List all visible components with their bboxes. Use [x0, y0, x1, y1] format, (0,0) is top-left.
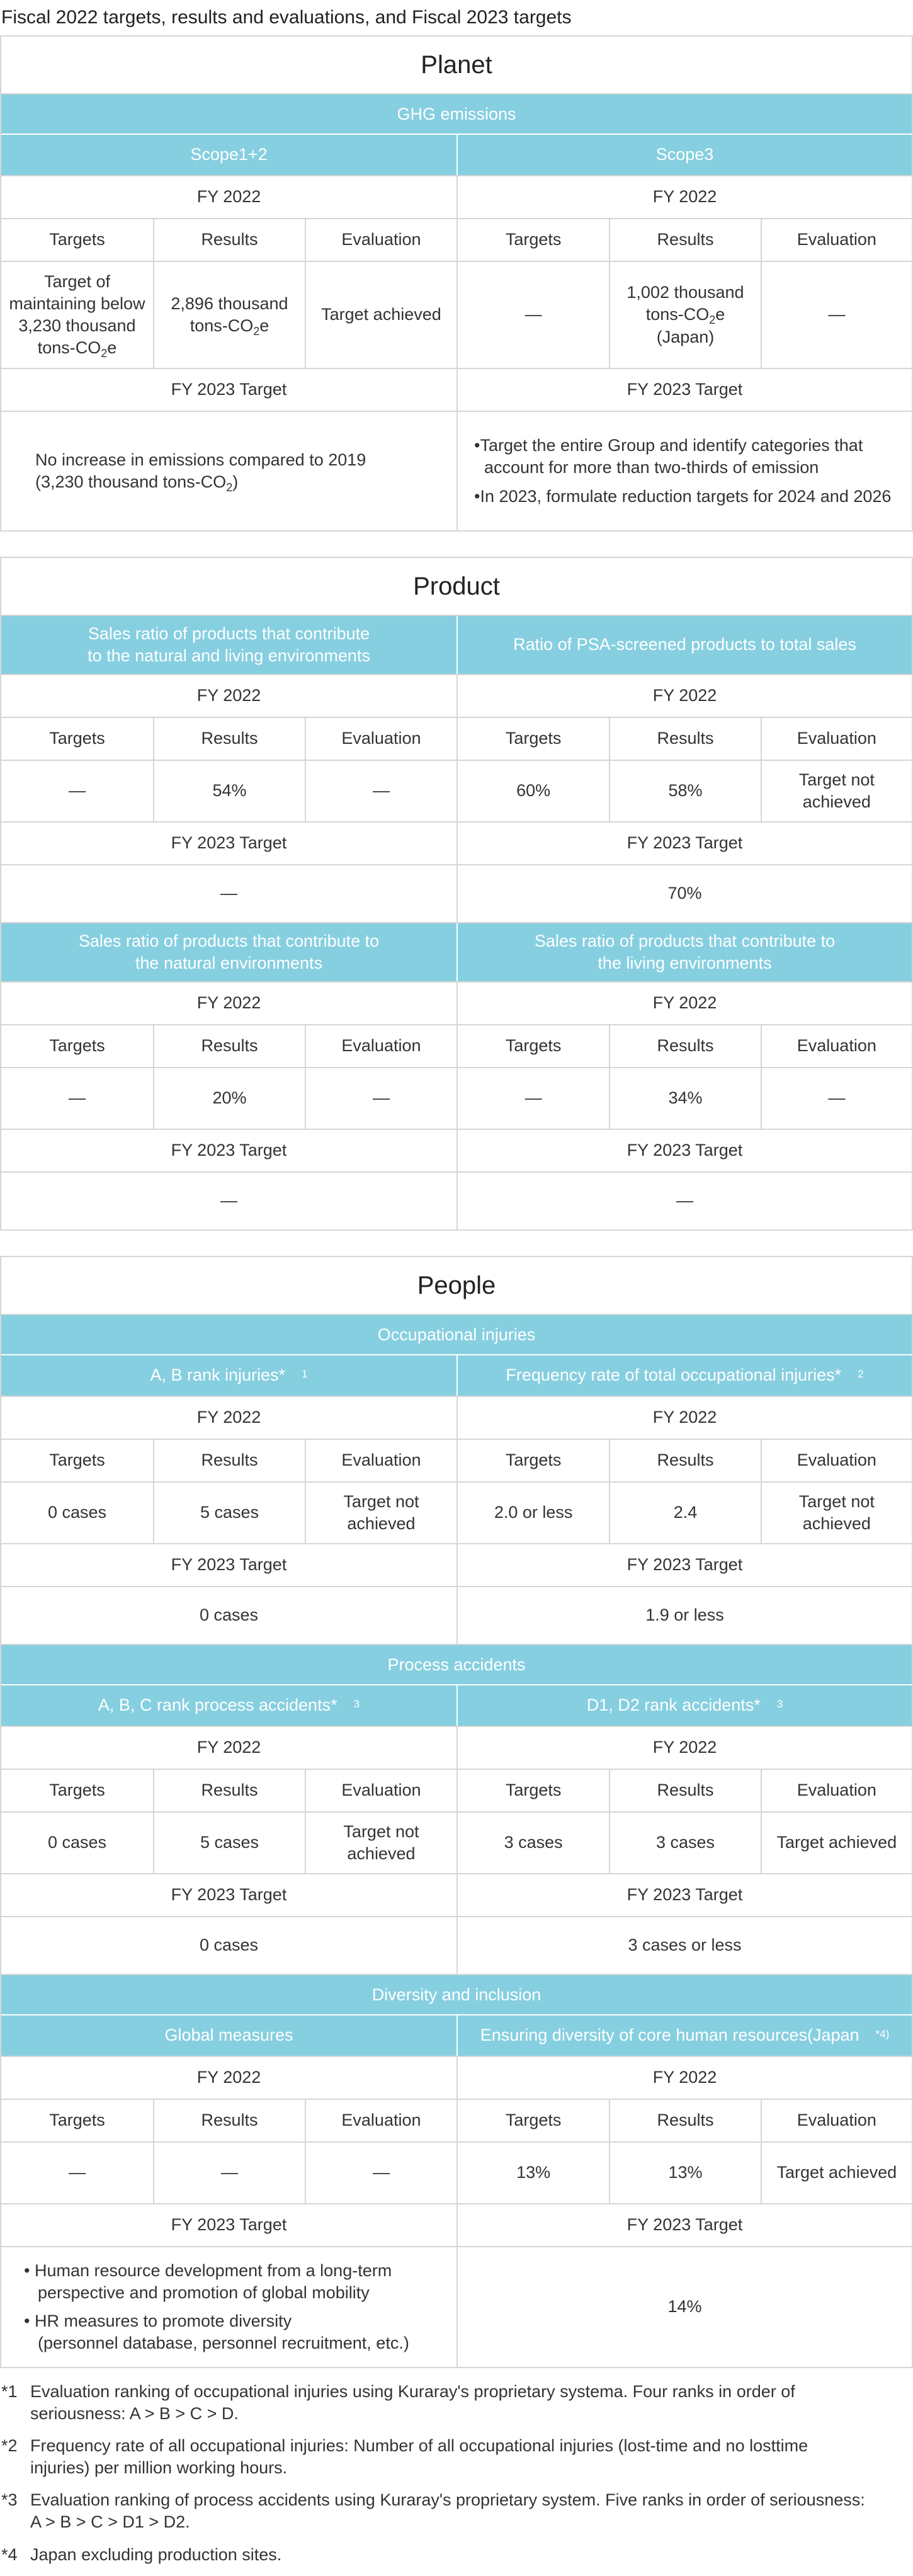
subheader-right: Sales ratio of products that contribute to the living environments — [456, 923, 912, 981]
target-value: — — [68, 1088, 86, 1108]
col-evaluation: Evaluation — [761, 2100, 912, 2141]
category-band: Diversity and inclusion — [1, 1975, 912, 2015]
evaluation-value: Target achieved — [761, 2143, 912, 2203]
fy2022-row — [1, 675, 912, 718]
target-value: — — [525, 1088, 542, 1108]
footnotes — [0, 2381, 913, 2566]
result-value: 20% — [153, 1068, 305, 1129]
values-row — [1, 1813, 912, 1874]
subheader-right: Frequency rate of total occupational injuries* 2 — [456, 1355, 912, 1396]
col-targets: Targets — [505, 1450, 562, 1470]
footnote — [1, 2381, 913, 2425]
result-value: 2,896 thousand tons-$CO_2e$ — [153, 262, 305, 368]
target-value: — — [68, 781, 86, 801]
result-value: — — [153, 2143, 305, 2203]
evaluation-value: Target achieved — [761, 1813, 912, 1873]
col-results: Results — [609, 1025, 760, 1067]
section-title: Planet — [1, 37, 912, 94]
bullet-item: • HR measures to promote diversity (personnel database, personnel recruitment, etc.) — [24, 2311, 409, 2353]
subheader-left: A, B, C rank process accidents* 3 — [98, 1695, 360, 1715]
fy-label: FY 2022 — [456, 675, 912, 717]
col-results: Results — [153, 1025, 305, 1067]
footnote-number: *2 — [1, 2436, 18, 2456]
target-value: 0 cases — [47, 1833, 107, 1852]
footnote-number: *3 — [1, 2490, 18, 2510]
subheader-row — [1, 1355, 912, 1397]
result-value: 1,002 thousand tons-$CO_2e$ (Japan) — [609, 262, 760, 368]
fy2022-row — [1, 176, 912, 219]
people-section — [0, 1256, 913, 2368]
target-value: 60% — [516, 781, 551, 801]
fy2023-values-row — [1, 1173, 912, 1229]
fy2023-label: FY 2023 Target — [171, 1555, 287, 1575]
section-title: People — [1, 1257, 912, 1315]
col-targets: Targets — [49, 1036, 105, 1056]
col-evaluation: Evaluation — [305, 1440, 456, 1481]
evaluation-value: — — [305, 761, 456, 821]
fy2023-label: FY 2023 Target — [171, 833, 287, 853]
target-value: — — [525, 305, 542, 324]
col-evaluation: Evaluation — [761, 718, 912, 760]
fy-label: FY 2022 — [456, 176, 912, 218]
footnote-number: *1 — [1, 2382, 18, 2401]
col-results: Results — [153, 2100, 305, 2141]
fy-label: FY 2022 — [196, 993, 261, 1013]
col-evaluation: Evaluation — [761, 1440, 912, 1481]
column-header-row — [1, 718, 912, 761]
fy2022-row — [1, 2057, 912, 2100]
column-header-row — [1, 219, 912, 262]
col-targets: Targets — [49, 1781, 105, 1800]
fy2023-target-value: 14% — [456, 2247, 912, 2367]
fy2023-target-value — [1, 2247, 456, 2367]
fy2023-target-value: 0 cases — [199, 1605, 259, 1625]
subheader-left: Global measures — [164, 2026, 293, 2045]
footnote-text: Evaluation ranking of process accidents using Kuraray's proprietary system. Five ranks in order of seriousness: A > B > C > D1 > D2. — [30, 2490, 865, 2532]
fy2023-target-value: 1.9 or less — [456, 1587, 912, 1644]
fy2023-target-value: — — [456, 1173, 912, 1229]
fy2023-values-row — [1, 865, 912, 923]
subheader-right: Scope3 — [456, 135, 912, 175]
target-value: 13% — [516, 2163, 551, 2182]
fy2023-row — [1, 1544, 912, 1587]
col-targets: Targets — [49, 729, 105, 748]
evaluation-value: Target not achieved — [305, 1483, 456, 1543]
fy2023-target-value: 0 cases — [199, 1935, 259, 1955]
fy2023-target-value: — — [220, 884, 237, 903]
result-value: 13% — [609, 2143, 760, 2203]
subheader-row — [1, 2015, 912, 2057]
result-value: 54% — [153, 761, 305, 821]
target-value: 2.0 or less — [494, 1503, 573, 1522]
bullet-item: • Human resource development from a long-term perspective and promotion of global mobility — [24, 2260, 392, 2302]
fy2023-target-value — [456, 412, 912, 530]
values-row — [1, 1483, 912, 1544]
fy2023-label: FY 2023 Target — [456, 1544, 912, 1586]
fy2023-row — [1, 2204, 912, 2247]
col-evaluation: Evaluation — [305, 1770, 456, 1811]
col-targets: Targets — [505, 1036, 562, 1056]
subheader-right: Ensuring diversity of core human resources(Japan *4) — [456, 2015, 912, 2056]
fy2023-label: FY 2023 Target — [456, 2204, 912, 2246]
subheader-right: D1, D2 rank accidents* 3 — [456, 1685, 912, 1726]
values-row — [1, 761, 912, 823]
col-results: Results — [609, 718, 760, 760]
col-results: Results — [153, 718, 305, 760]
evaluation-value: Target achieved — [305, 262, 456, 368]
fy2023-row — [1, 1874, 912, 1917]
fy2023-label: FY 2023 Target — [171, 1885, 287, 1905]
values-row — [1, 262, 912, 369]
subheader-left: A, B rank injuries* 1 — [150, 1365, 308, 1385]
fy2023-label: FY 2023 Target — [171, 1141, 287, 1160]
section-title: Product — [1, 558, 912, 616]
category-band: Occupational injuries — [1, 1315, 912, 1355]
column-header-row — [1, 1025, 912, 1068]
fy-label: FY 2022 — [196, 686, 261, 705]
fy2023-label: FY 2023 Target — [456, 823, 912, 864]
col-targets: Targets — [49, 2111, 105, 2130]
category-band: GHG emissions — [1, 94, 912, 135]
fy2023-label: FY 2023 Target — [456, 1130, 912, 1171]
column-header-row — [1, 1440, 912, 1483]
fy2023-row — [1, 823, 912, 865]
fy-label: FY 2022 — [456, 2057, 912, 2099]
footnote-number: *4 — [1, 2545, 18, 2564]
category-band: Process accidents — [1, 1645, 912, 1685]
values-row — [1, 1068, 912, 1130]
footnote-text: Japan excluding production sites. — [30, 2545, 282, 2564]
fy-label: FY 2022 — [456, 1727, 912, 1769]
fy2022-row — [1, 1727, 912, 1770]
col-targets: Targets — [505, 2111, 562, 2130]
result-value: 3 cases — [609, 1813, 760, 1873]
evaluation-value: Target not achieved — [305, 1813, 456, 1873]
subheader-row — [1, 616, 912, 675]
subheader-left: Sales ratio of products that contribute to the natural environments — [78, 931, 380, 972]
col-results: Results — [153, 1770, 305, 1811]
values-row — [1, 2143, 912, 2204]
product-section — [0, 557, 913, 1231]
result-value: 5 cases — [153, 1483, 305, 1543]
footnote-text: Evaluation ranking of occupational injuries using Kuraray's proprietary systema. Four ranks in order of seriousness: A > B > C > D. — [30, 2382, 795, 2424]
target-value: — — [68, 2163, 86, 2182]
fy2023-label: FY 2023 Target — [456, 1874, 912, 1916]
fy2023-target-value: No increase in emissions compared to 2019 (3,230 thousand tons-$CO_2$) — [35, 450, 366, 494]
fy-label: FY 2022 — [196, 2068, 261, 2087]
col-results: Results — [609, 1440, 760, 1481]
result-value: 34% — [609, 1068, 760, 1129]
col-targets: Targets — [49, 1450, 105, 1470]
target-value: 0 cases — [47, 1503, 107, 1522]
fy2023-values-row — [1, 1587, 912, 1645]
target-value: Target of maintaining below 3,230 thousand tons-$CO_2e$ — [9, 271, 145, 360]
fy2023-target-value: — — [220, 1191, 237, 1211]
col-results: Results — [609, 2100, 760, 2141]
fy-label: FY 2022 — [196, 1408, 261, 1427]
footnote — [1, 2435, 913, 2479]
fy2022-row — [1, 983, 912, 1025]
col-evaluation: Evaluation — [761, 1025, 912, 1067]
col-targets: Targets — [505, 729, 562, 748]
footnote — [1, 2544, 913, 2566]
col-evaluation: Evaluation — [305, 219, 456, 261]
fy2023-target-value: 70% — [456, 865, 912, 922]
col-evaluation: Evaluation — [761, 1770, 912, 1811]
col-targets: Targets — [49, 230, 105, 249]
fy-label: FY 2022 — [196, 1738, 261, 1757]
subheader-left: Scope1+2 — [190, 145, 268, 164]
fy2023-row — [1, 369, 912, 412]
result-value: 5 cases — [153, 1813, 305, 1873]
col-evaluation: Evaluation — [305, 1025, 456, 1067]
evaluation-value: — — [761, 1068, 912, 1129]
column-header-row — [1, 2100, 912, 2143]
subheader-row — [1, 135, 912, 176]
evaluation-value: — — [305, 1068, 456, 1129]
result-value: 58% — [609, 761, 760, 821]
page-title: Fiscal 2022 targets, results and evaluations, and Fiscal 2023 targets — [1, 7, 572, 28]
fy2023-target-value: 3 cases or less — [456, 1917, 912, 1974]
subheader-right: Ratio of PSA-screened products to total sales — [456, 616, 912, 674]
bullet-item: •Target the entire Group and identify categories that account for more than two-thirds of emission — [474, 436, 863, 477]
col-results: Results — [609, 219, 760, 261]
col-targets: Targets — [505, 1781, 562, 1800]
col-results: Results — [153, 1440, 305, 1481]
result-value: 2.4 — [609, 1483, 760, 1543]
subheader-row — [1, 1685, 912, 1727]
bullet-item: •In 2023, formulate reduction targets for 2024 and 2026 — [474, 486, 892, 506]
fy2023-row — [1, 1130, 912, 1173]
evaluation-value: Target not achieved — [761, 761, 912, 821]
fy2023-values-row — [1, 412, 912, 530]
col-evaluation: Evaluation — [305, 718, 456, 760]
fy2023-values-row — [1, 1917, 912, 1975]
fy-label: FY 2022 — [456, 983, 912, 1024]
fy2023-label: FY 2023 Target — [171, 380, 287, 399]
col-evaluation: Evaluation — [305, 2100, 456, 2141]
col-targets: Targets — [505, 230, 562, 249]
subheader-row — [1, 923, 912, 983]
evaluation-value: — — [305, 2143, 456, 2203]
fy2023-values-row — [1, 2247, 912, 2367]
evaluation-value: Target not achieved — [761, 1483, 912, 1543]
planet-section — [0, 35, 913, 532]
evaluation-value: — — [761, 262, 912, 368]
footnote — [1, 2489, 913, 2533]
col-evaluation: Evaluation — [761, 219, 912, 261]
subheader-left: Sales ratio of products that contribute to the natural and living environments — [88, 624, 370, 665]
target-value: 3 cases — [504, 1833, 563, 1852]
fy2022-row — [1, 1397, 912, 1440]
fy-label: FY 2022 — [456, 1397, 912, 1439]
col-results: Results — [609, 1770, 760, 1811]
column-header-row — [1, 1770, 912, 1813]
fy-label: FY 2022 — [196, 187, 261, 207]
col-results: Results — [153, 219, 305, 261]
fy2023-label: FY 2023 Target — [171, 2215, 287, 2235]
footnote-text: Frequency rate of all occupational injuries: Number of all occupational injuries (lost-time and no losttime injuries) per million working hours. — [30, 2436, 808, 2478]
fy2023-label: FY 2023 Target — [456, 369, 912, 411]
